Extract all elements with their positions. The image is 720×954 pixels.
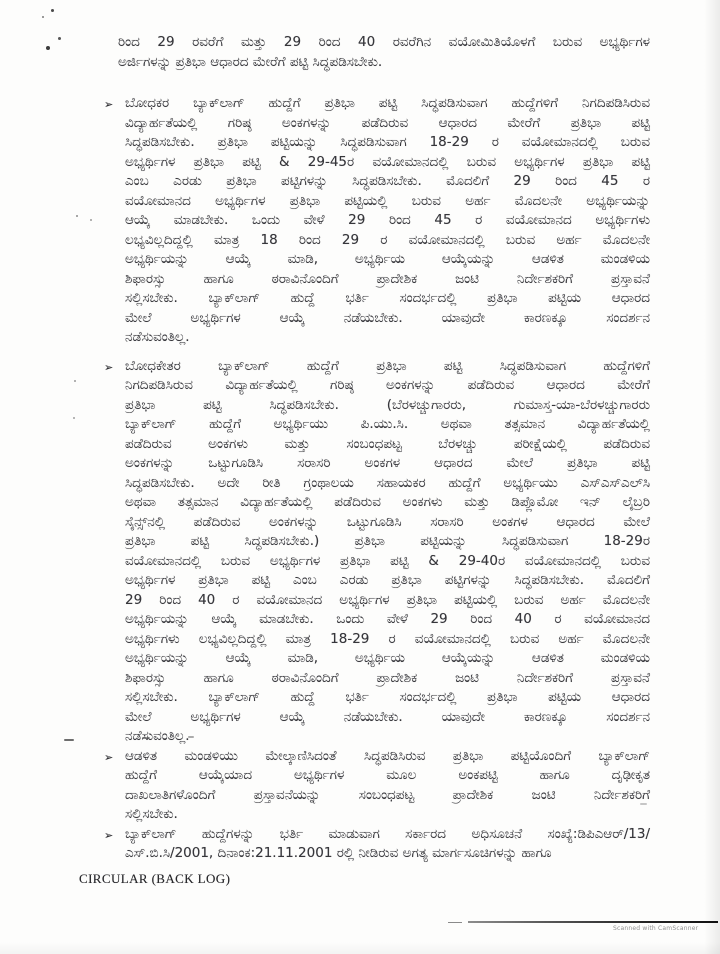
text-line: ವಿದ್ಯಾರ್ಹತೆಯಲ್ಲಿ ಗರಿಷ್ಠ ಅಂಕಗಳನ್ನು ಪಡೆದಿರುವ ಆಧಾರದ ಮೇರೆಗೆ ಪ್ರತಿಭಾ ಪಟ್ಟಿ (125, 114, 650, 131)
bullet-text (125, 94, 650, 348)
bullet-item-2 (104, 357, 650, 747)
text-line: ಮೇಲೆ ಅಭ್ಯರ್ಥಿಗಳ ಆಯ್ಕೆ ನಡೆಯಬೇಕು. ಯಾವುದೇ ಕಾರಣಕ್ಕೂ ಸಂದರ್ಶನ (125, 708, 650, 725)
ink-speck (90, 219, 92, 221)
bullet-arrow-icon: ➢ (104, 828, 114, 842)
ink-speck (42, 16, 44, 18)
text-line: ಪ್ರತಿಭಾ ಪಟ್ಟಿ ಸಿದ್ಧಪಡಿಸಬೇಕು.) ಪ್ರತಿಭಾ ಪಟ್ಟಿಯನ್ನು ಸಿದ್ಧಪಡಿಸುವಾಗ 18-29ರ (125, 533, 650, 549)
text-line: ಎಸ್.ಬಿ.ಸಿ/2001, ದಿನಾಂಕ:21.11.2001 ರಲ್ಲಿ ನೀಡಿರುವ ಅಗತ್ಯ ಮಾರ್ಗಸೂಚಿಗಳನ್ನು ಹಾಗೂ (125, 845, 552, 861)
text-line: ಅಭ್ಯರ್ಥಿಯನ್ನು ಆಯ್ಕೆ ಮಾಡಿ, ಅಭ್ಯರ್ಥಿಯ ಆಯ್ಕೆಯನ್ನು ಆಡಳಿತ ಮಂಡಳಿಯ (125, 251, 650, 267)
text-line: ವಯೋಮಾನದಲ್ಲಿ ಬರುವ ಅಭ್ಯರ್ಥಿಗಳ ಪ್ರತಿಭಾ ಪಟ್ಟಿ & 29-40ರ ವಯೋಮಾನದಲ್ಲಿ ಬರುವ (125, 552, 650, 569)
text-line: ಹುದ್ದೆಗೆ ಆಯ್ಕೆಯಾದ ಅಭ್ಯರ್ಥಿಗಳ ಮೂಲ ಅಂಕಪಟ್ಟಿ ಹಾಗೂ ದೃಢೀಕೃತ (125, 767, 650, 783)
text-line: ನಡೆಸುವಂತಿಲ್ಲ. (125, 728, 190, 744)
ink-speck (74, 380, 76, 382)
ink-speck (73, 417, 75, 419)
bullet-item-1 (104, 94, 650, 348)
text-line: ಅಥವಾ ತತ್ಸಮಾನ ವಿದ್ಯಾರ್ಹತೆಯಲ್ಲಿ ಪಡೆದಿರುವ ಅಂಕಗಳು ಮತ್ತು ಡಿಪ್ಲೊಮೋ ಇನ್ ಲೈಬ್ರರಿ (125, 494, 650, 510)
bullet-text (125, 747, 650, 825)
text-line: ಸಲ್ಲಿಸಬೇಕು. ಬ್ಯಾಕ್‌ಲಾಗ್ ಹುದ್ದೆ ಭರ್ತಿ ಸಂದರ್ಭದಲ್ಲಿ ಪ್ರತಿಭಾ ಪಟ್ಟಿಯ ಆಧಾರದ (125, 290, 650, 306)
bullet-item-4 (104, 825, 650, 864)
camscanner-watermark: Scanned with CamScanner (613, 925, 699, 932)
text-line: ಸೈನ್ಸ್‌ನಲ್ಲಿ ಪಡೆದಿರುವ ಅಂಕಗಳನ್ನು ಒಟ್ಟುಗೂಡಿಸಿ ಸರಾಸರಿ ಅಂಕಗಳ ಆಧಾರದ ಮೇಲೆ (125, 513, 650, 530)
text-line: ಅಂಕಗಳನ್ನು ಒಟ್ಟುಗೂಡಿಸಿ ಸರಾಸರಿ ಅಂಕಗಳ ಆಧಾರದ ಮೇಲೆ ಪ್ರತಿಭಾ ಪಟ್ಟಿ (125, 455, 650, 471)
document-body (104, 33, 650, 864)
text-line: ಬ್ಯಾಕ್‌ಲಾಗ್ ಹುದ್ದೆಗೆ ಅಭ್ಯರ್ಥಿಯು ಪಿ.ಯು.ಸಿ. ಅಥವಾ ತತ್ಸಮಾನ ವಿದ್ಯಾರ್ಹತೆಯಲ್ಲಿ (125, 416, 650, 432)
text-line: ಅಭ್ಯರ್ಥಿಗಳ ಪ್ರತಿಭಾ ಪಟ್ಟಿ & 29-45ರ ವಯೋಮಾನದಲ್ಲಿ ಬರುವ ಅಭ್ಯರ್ಥಿಗಳ ಪ್ರತಿಭಾ ಪಟ್ಟಿ (125, 153, 650, 170)
scanner-divider-dash (448, 922, 462, 923)
text-line: 29 ರಿಂದ 40 ರ ವಯೋಮಾನದ ಅಭ್ಯರ್ಥಿಗಳ ಪ್ರತಿಭಾ ಪಟ್ಟಿಯಲ್ಲಿ ಬರುವ ಅರ್ಹ ಮೊದಲನೇ (125, 591, 650, 608)
bullet-item-3 (104, 747, 650, 825)
bullet-arrow-icon: ➢ (104, 750, 114, 764)
text-line: ಸಲ್ಲಿಸಬೇಕು. ಬ್ಯಾಕ್‌ಲಾಗ್ ಹುದ್ದೆ ಭರ್ತಿ ಸಂದರ್ಭದಲ್ಲಿ ಪ್ರತಿಭಾ ಪಟ್ಟಿಯ ಆಧಾರದ (125, 689, 650, 705)
text-line: ನಿಗದಿಪಡಿಸಿರುವ ವಿದ್ಯಾರ್ಹತೆಯಲ್ಲಿ ಗರಿಷ್ಠ ಅಂಕಗಳನ್ನು ಪಡೆದಿರುವ ಆಧಾರದ ಮೇರೆಗೆ (125, 377, 650, 393)
text-line: ಸಿದ್ಧಪಡಿಸಬೇಕು. ಪ್ರತಿಭಾ ಪಟ್ಟಿಯನ್ನು ಸಿದ್ಧಪಡಿಸುವಾಗ 18-29 ರ ವಯೋಮಾನದಲ್ಲಿ ಬರುವ (125, 134, 650, 150)
text-line: ರಿಂದ 29 ರವರೆಗೆ ಮತ್ತು 29 ರಿಂದ 40 ರವರೆಗಿನ ವಯೋಮಿತಿಯೊಳಗೆ ಬರುವ ಅಭ್ಯರ್ಥಿಗಳ (118, 34, 650, 50)
scanner-divider-line (468, 921, 718, 923)
text-line: ಆಡಳಿತ ಮಂಡಳಿಯು ಮೇಲ್ಕಾಣಿಸಿದಂತೆ ಸಿದ್ಧಪಡಿಸಿರುವ ಪ್ರತಿಭಾ ಪಟ್ಟಿಯೊಂದಿಗೆ ಬ್ಯಾಕ್‌ಲಾಗ್ (125, 747, 650, 764)
text-line: ಅಭ್ಯರ್ಥಿಯನ್ನು ಆಯ್ಕೆ ಮಾಡಬೇಕು. ಒಂದು ವೇಳೆ 29 ರಿಂದ 40 ರ ವಯೋಮಾನದ (125, 611, 650, 627)
text-line: ಎಂಬ ಎರಡು ಪ್ರತಿಭಾ ಪಟ್ಟಿಗಳನ್ನು ಸಿದ್ಧಪಡಿಸಬೇಕು. ಮೊದಲಿಗೆ 29 ರಿಂದ 45 ರ (125, 173, 650, 189)
bullet-text (125, 825, 650, 864)
ink-speck (58, 37, 61, 40)
text-line: ಸಿದ್ಧಪಡಿಸಬೇಕು. ಅದೇ ರೀತಿ ಗ್ರಂಥಾಲಯ ಸಹಾಯಕರ ಹುದ್ದೆಗೆ ಅಭ್ಯರ್ಥಿಯು ಎಸ್‌ಎಸ್‌ಎಲ್‌ಸಿ (125, 474, 650, 491)
text-line: ಬ್ಯಾಕ್‌ಲಾಗ್ ಹುದ್ದೆಗಳನ್ನು ಭರ್ತಿ ಮಾಡುವಾಗ ಸರ್ಕಾರದ ಅಧಿಸೂಚನೆ ಸಂಖ್ಯೆ:ಡಿಪಿಎಆರ್/13/ (125, 825, 650, 842)
text-line: ಬೋಧಕರ ಬ್ಯಾಕ್‌ಲಾಗ್ ಹುದ್ದೆಗೆ ಪ್ರತಿಭಾ ಪಟ್ಟಿ ಸಿದ್ಧಪಡಿಸುವಾಗ ಹುದ್ದೆಗಳಿಗೆ ನಿಗದಿಪಡಿಸಿರುವ (125, 95, 650, 111)
text-line: ಬೋಧಕೇತರ ಬ್ಯಾಕ್‌ಲಾಗ್ ಹುದ್ದೆಗೆ ಪ್ರತಿಭಾ ಪಟ್ಟಿ ಸಿದ್ಧಪಡಿಸುವಾಗ ಹುದ್ದೆಗಳಿಗೆ (125, 357, 650, 374)
text-line: ದಾಖಲಾತಿಗಳೊಂದಿಗೆ ಪ್ರಸ್ತಾವನೆಯನ್ನು ಸಂಬಂಧಪಟ್ಟ ಪ್ರಾದೇಶಿಕ ಜಂಟಿ ನಿರ್ದೇಶಕರಿಗೆ (125, 786, 650, 803)
ink-speck (76, 215, 78, 217)
text-line: ಅರ್ಜಿಗಳನ್ನು ಪ್ರತಿಭಾ ಆಧಾರದ ಮೇರೆಗೆ ಪಟ್ಟಿ ಸಿದ್ಧಪಡಿಸಬೇಕು. (118, 53, 383, 70)
ink-speck (46, 46, 50, 50)
bullet-arrow-icon: ➢ (104, 360, 114, 374)
text-line: ಅಭ್ಯರ್ಥಿಗಳ ಪ್ರತಿಭಾ ಪಟ್ಟಿ ಎಂಬ ಎರಡು ಪ್ರತಿಭಾ ಪಟ್ಟಿಗಳನ್ನು ಸಿದ್ಧಪಡಿಸಬೇಕು. ಮೊದಲಿಗೆ (125, 572, 650, 588)
text-line: ಶಿಫಾರಸ್ಸು ಹಾಗೂ ಠರಾವಿನೊಂದಿಗೆ ಪ್ರಾದೇಶಿಕ ಜಂಟಿ ನಿರ್ದೇಶಕರಿಗೆ ಪ್ರಸ್ತಾವನೆ (125, 270, 650, 287)
bullet-text (125, 357, 650, 747)
footer-label: CIRCULAR (BACK LOG) (79, 871, 231, 886)
text-line: ವಯೋಮಾನದ ಅಭ್ಯರ್ಥಿಗಳ ಪ್ರತಿಭಾ ಪಟ್ಟಿಯಲ್ಲಿ ಬರುವ ಅರ್ಹ ಮೊದಲನೇ ಅಭ್ಯರ್ಥಿಯನ್ನು (125, 192, 650, 209)
text-line: ಮೇಲೆ ಅಭ್ಯರ್ಥಿಗಳ ಆಯ್ಕೆ ನಡೆಯಬೇಕು. ಯಾವುದೇ ಕಾರಣಕ್ಕೂ ಸಂದರ್ಶನ (125, 309, 650, 326)
text-line: ಅಭ್ಯರ್ಥಿಯನ್ನು ಆಯ್ಕೆ ಮಾಡಿ, ಅಭ್ಯರ್ಥಿಯ ಆಯ್ಕೆಯನ್ನು ಆಡಳಿತ ಮಂಡಳಿಯ (125, 650, 650, 666)
text-line: ಲಭ್ಯವಿಲ್ಲದಿದ್ದಲ್ಲಿ ಮಾತ್ರ 18 ರಿಂದ 29 ರ ವಯೋಮಾನದಲ್ಲಿ ಬರುವ ಅರ್ಹ ಮೊದಲನೇ (125, 231, 650, 248)
text-line: ಅಭ್ಯರ್ಥಿಗಳು ಲಭ್ಯವಿಲ್ಲದಿದ್ದಲ್ಲಿ ಮಾತ್ರ 18-29 ರ ವಯೋಮಾನದಲ್ಲಿ ಬರುವ ಅರ್ಹ ಮೊದಲನೇ (125, 630, 650, 647)
bullet-arrow-icon: ➢ (104, 98, 114, 111)
text-line: ಶಿಫಾರಸ್ಸು ಹಾಗೂ ಠರಾವಿನೊಂದಿಗೆ ಪ್ರಾದೇಶಿಕ ಜಂಟಿ ನಿರ್ದೇಶಕರಿಗೆ ಪ್ರಸ್ತಾವನೆ (125, 669, 650, 686)
text-line: ನಡೆಸುವಂತಿಲ್ಲ. (125, 329, 190, 345)
ink-speck (64, 739, 74, 741)
text-line: ಆಯ್ಕೆ ಮಾಡಬೇಕು. ಒಂದು ವೇಳೆ 29 ರಿಂದ 45 ರ ವಯೋಮಾನದ ಅಭ್ಯರ್ಥಿಗಳು (125, 212, 650, 228)
ink-speck (51, 9, 54, 12)
intro-paragraph (118, 33, 650, 72)
text-line: ಸಲ್ಲಿಸಬೇಕು. (125, 806, 178, 822)
text-line: ಪ್ರತಿಭಾ ಪಟ್ಟಿ ಸಿದ್ಧಪಡಿಸಬೇಕು. (ಬೆರಳಚ್ಚುಗಾರರು, ಗುಮಾಸ್ತ-ಯಾ-ಬೆರಳಚ್ಚುಗಾರರು (125, 396, 650, 413)
text-line: ಪಡೆದಿರುವ ಅಂಕಗಳು ಮತ್ತು ಸಂಬಂಧಪಟ್ಟ ಬೆರಳಚ್ಚು ಪರೀಕ್ಷೆಯಲ್ಲಿ ಪಡೆದಿರುವ (125, 435, 650, 452)
